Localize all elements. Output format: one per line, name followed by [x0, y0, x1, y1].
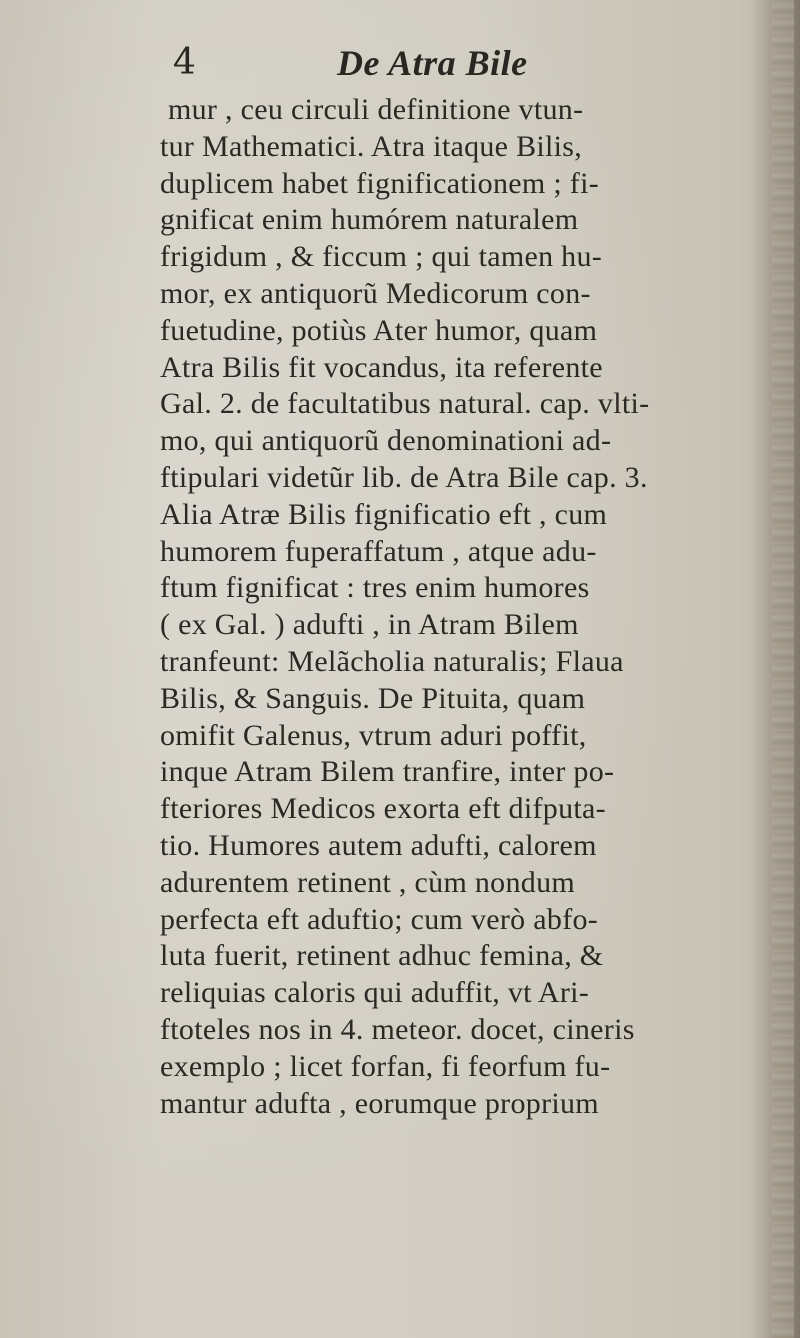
text-line: tio. Humores autem adufti, calorem: [160, 828, 597, 862]
text-line: duplicem habet fignificationem ; fi-: [160, 166, 599, 200]
text-line: perfecta eft aduftio; cum verò abfo-: [160, 902, 599, 936]
text-line: inque Atram Bilem tranfire, inter po-: [160, 755, 615, 789]
text-line: tur Mathematici. Atra itaque Bilis,: [160, 129, 583, 163]
text-line: Alia Atræ Bilis fignificatio eft , cum: [160, 497, 608, 531]
text-line: fteriores Medicos exorta eft difputa-: [160, 792, 606, 826]
text-line: ftoteles nos in 4. meteor. docet, cineris: [160, 1012, 635, 1046]
text-line: frigidum , & ficcum ; qui tamen hu-: [160, 240, 603, 274]
text-line: luta fuerit, retinent adhuc femina, &: [160, 939, 604, 973]
page-header: [165, 42, 725, 92]
running-title: De Atra Bile: [337, 43, 528, 83]
text-line: mur , ceu circuli definitione vtun-: [168, 93, 584, 126]
text-line: adurentem retinent , cùm nondum: [160, 865, 576, 899]
text-line: fuetudine, potiùs Ater humor, quam: [160, 313, 598, 347]
text-line: ftum fignificat : tres enim humores: [160, 571, 590, 605]
text-line: Atra Bilis fit vocandus, ita referente: [160, 350, 603, 384]
binding-edge: [772, 0, 794, 1338]
text-line: gnificat enim humórem naturalem: [160, 203, 579, 237]
text-line: mor, ex antiquorũ Medicorum con-: [160, 276, 591, 310]
text-line: exemplo ; licet forfan, fi feorfum fu-: [160, 1049, 611, 1083]
text-line: Bilis, & Sanguis. De Pituita, quam: [160, 681, 586, 715]
text-line: tranfeunt: Melãcholia naturalis; Flaua: [160, 644, 624, 678]
text-line: ( ex Gal. ) adufti , in Atram Bilem: [160, 608, 579, 642]
text-line: mo, qui antiquorũ denominationi ad-: [160, 424, 612, 458]
text-line: reliquias caloris qui aduffit, vt Ari-: [160, 976, 590, 1010]
text-line: mantur adufta , eorumque proprium: [160, 1086, 599, 1120]
text-line: omifit Galenus, vtrum aduri poffit,: [160, 718, 587, 752]
text-line: ftipulari videtũr lib. de Atra Bile cap. 3.: [160, 460, 648, 494]
text-line: Gal. 2. de facultatibus natural. cap. vlti-: [160, 387, 650, 421]
text-line: humorem fuperaffatum , atque adu-: [160, 534, 597, 568]
body-text: [160, 92, 750, 1122]
page-number: 4: [173, 42, 196, 83]
